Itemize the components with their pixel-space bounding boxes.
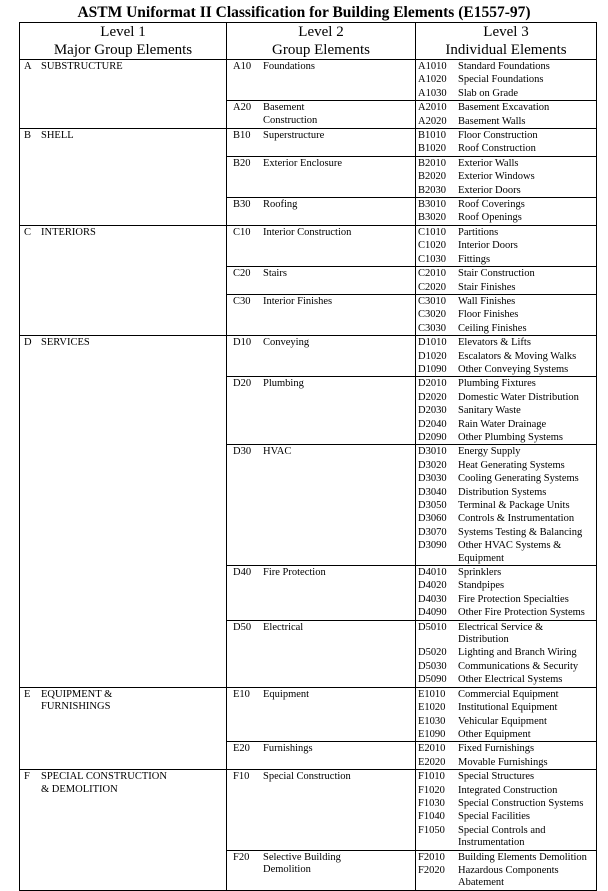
individual-element-code: B1020 [418,143,447,155]
header-level-2-title: Level 2 [298,24,344,40]
group-element-cell [227,742,416,770]
individual-element-name: Stair Finishes [458,281,516,293]
page-title: ASTM Uniformat II Classification for Building Elements (E1557-97) [77,4,531,21]
individual-element-name: Distribution Systems [458,486,547,498]
individual-element-name: Floor Finishes [458,309,519,321]
individual-element-name: Special Controls and Instrumentation [458,824,546,849]
individual-element [416,157,596,170]
individual-elements-cell [416,225,597,266]
individual-element-name: Hazardous Components Abatement [458,864,559,889]
individual-element-name: Movable Furnishings [458,756,548,768]
table-row [20,770,597,850]
individual-element [416,308,596,321]
individual-element-name: Basement Excavation [458,102,550,114]
individual-element [416,445,596,458]
group-element-cell [227,377,416,445]
individual-element-code: E2010 [418,743,446,755]
major-group-name: SERVICES [41,337,90,349]
group-element [227,129,415,142]
individual-element-name: Elevators & Lifts [458,337,531,349]
individual-element-name: Other Fire Protection Systems [458,607,585,619]
individual-element-name: Basement Walls [458,115,526,127]
individual-element [416,431,596,444]
individual-element-name: Ceiling Finishes [458,322,527,334]
individual-element [416,606,596,619]
individual-element-code: D5020 [418,647,447,659]
group-element-cell [227,445,416,566]
group-element-code: F20 [233,851,250,863]
group-element-name: Fire Protection [263,567,326,579]
group-element-cell [227,198,416,226]
individual-element [416,756,596,769]
group-element [227,157,415,170]
individual-element [416,198,596,211]
individual-element-code: D4020 [418,580,447,592]
individual-element [416,742,596,755]
individual-element-code: B1010 [418,130,447,142]
individual-element [416,851,596,864]
individual-element [416,646,596,659]
group-element-cell [227,129,416,157]
group-element [227,377,415,390]
major-group [20,336,226,349]
individual-element [416,60,596,73]
individual-element-code: D4090 [418,607,447,619]
individual-element [416,404,596,417]
individual-element [416,267,596,280]
individual-element-code: A2010 [418,102,447,114]
individual-element-name: Exterior Walls [458,157,519,169]
group-element-cell [227,336,416,377]
individual-element-code: D3060 [418,513,447,525]
group-element-name: Electrical [263,621,304,633]
group-element-name: Special Construction [263,771,351,783]
individual-element-name: Roof Construction [458,143,536,155]
header-level-2-subtitle: Group Elements [272,42,370,58]
individual-element-code: D2030 [418,405,447,417]
header-row [20,23,597,60]
group-element-cell [227,850,416,890]
group-element-code: C20 [233,268,251,280]
group-element [227,621,415,634]
major-group-code: F [24,771,30,783]
header-level-1 [20,23,227,60]
individual-element-code: D3050 [418,500,447,511]
individual-element-name: Special Foundations [458,74,544,86]
individual-element-name: Roof Openings [458,212,522,224]
group-element-code: D20 [233,378,252,390]
individual-elements-cell [416,770,597,850]
group-element-name: Conveying [263,337,310,349]
individual-element-code: F1020 [418,784,445,796]
individual-element-name: Commercial Equipment [458,688,559,700]
group-element-cell [227,225,416,266]
group-element-name: Roofing [263,199,298,211]
individual-element-name: Terminal & Package Units [458,500,570,511]
individual-element-name: Other Plumbing Systems [458,431,564,443]
group-element-code: B20 [233,157,251,169]
individual-element-code: D3020 [418,459,447,471]
individual-element [416,579,596,592]
individual-element-code: C2020 [418,281,447,293]
individual-element [416,784,596,797]
individual-element-name: Floor Construction [458,130,538,142]
individual-element-code: D1020 [418,350,447,362]
individual-elements-cell [416,566,597,621]
group-element-name: Basement Construction [263,102,318,126]
major-group-name: SPECIAL CONSTRUCTION & DEMOLITION [41,771,167,795]
individual-element-code: D3040 [418,486,447,498]
individual-element-name: Other HVAC Systems & Equipment [458,540,562,564]
individual-element-code: E1020 [418,702,446,714]
individual-element-name: Standard Foundations [458,61,550,72]
individual-element-code: B3020 [418,212,447,224]
individual-element [416,142,596,155]
group-element-name: Stairs [263,268,287,280]
major-group-cell [20,129,227,226]
individual-element [416,226,596,239]
group-element [227,770,415,783]
group-element-code: C30 [233,295,251,307]
individual-element-code: D4010 [418,567,447,579]
individual-element-name: Systems Testing & Balancing [458,526,583,538]
individual-element-code: F1030 [418,797,445,809]
major-group-code: C [24,226,32,238]
individual-element-name: Sanitary Waste [458,405,521,417]
individual-element [416,459,596,472]
individual-element [416,797,596,810]
individual-element [416,499,596,512]
individual-element [416,295,596,308]
individual-elements-cell [416,156,597,197]
table-body [20,60,597,891]
group-element-cell [227,60,416,101]
table-row [20,225,597,266]
table-row [20,336,597,377]
group-element [227,566,415,579]
individual-element-name: Institutional Equipment [458,702,558,714]
group-element-name: Superstructure [263,130,325,142]
individual-element-code: B3010 [418,199,447,211]
individual-element [416,129,596,142]
individual-element-code: C3010 [418,295,447,307]
individual-element-name: Controls & Instrumentation [458,513,575,525]
individual-element-code: D5010 [418,621,447,633]
group-element-code: B10 [233,130,251,142]
individual-elements-cell [416,687,597,742]
header-level-1-title: Level 1 [100,24,146,40]
individual-elements-cell [416,60,597,101]
group-element-name: Equipment [263,688,310,700]
group-element-cell [227,770,416,850]
individual-element-name: Other Equipment [458,728,531,740]
individual-element [416,170,596,183]
individual-element-name: Stair Construction [458,268,535,280]
individual-element-code: A1030 [418,87,447,99]
individual-element-code: F1040 [418,811,445,823]
group-element [227,60,415,73]
group-element-code: D40 [233,567,252,579]
individual-elements-cell [416,742,597,770]
individual-element-name: Sprinklers [458,567,502,579]
group-element-name: Plumbing [263,378,304,390]
individual-elements-cell [416,198,597,226]
individual-element-code: C1020 [418,240,447,252]
individual-element [416,115,596,128]
group-element [227,851,415,877]
individual-element-name: Special Structures [458,771,535,783]
group-element-code: C10 [233,226,251,238]
individual-element-code: D1090 [418,363,447,375]
individual-element-code: A2020 [418,115,447,127]
major-group-cell [20,687,227,769]
individual-element [416,472,596,485]
header-level-3-title: Level 3 [483,24,529,40]
individual-element-code: D5090 [418,674,447,686]
header-level-2 [227,23,416,60]
individual-element [416,281,596,294]
major-group-name: EQUIPMENT & FURNISHINGS [41,688,113,713]
group-element [227,688,415,701]
individual-element [416,239,596,252]
individual-element-code: F2010 [418,851,445,863]
major-group-name: SUBSTRUCTURE [41,61,123,72]
individual-elements-cell [416,850,597,890]
individual-elements-cell [416,377,597,445]
individual-element [416,87,596,100]
group-element-cell [227,620,416,687]
individual-element [416,715,596,728]
individual-element-code: C1030 [418,253,447,265]
group-element-cell [227,267,416,295]
group-element-code: D50 [233,621,252,633]
major-group-cell [20,336,227,688]
individual-element-name: Interior Doors [458,240,518,252]
individual-element-code: D3010 [418,446,447,458]
individual-element [416,728,596,741]
individual-element-code: D3030 [418,473,447,485]
group-element-name: Foundations [263,61,315,72]
individual-element-name: Standpipes [458,580,505,592]
individual-elements-cell [416,267,597,295]
group-element [227,445,415,458]
individual-element [416,253,596,266]
individual-element-code: E1090 [418,728,446,740]
individual-element-name: Vehicular Equipment [458,715,547,727]
major-group-name: SHELL [41,130,74,142]
individual-element-name: Roof Coverings [458,199,525,211]
individual-element-name: Lighting and Branch Wiring [458,647,577,659]
major-group [20,60,226,73]
group-element-name: Interior Construction [263,226,352,238]
individual-element-code: F1010 [418,771,445,783]
individual-element [416,621,596,647]
major-group [20,770,226,796]
group-element [227,226,415,239]
major-group-code: A [24,61,32,72]
individual-element-name: Rain Water Drainage [458,418,547,430]
group-element-code: E10 [233,688,250,700]
individual-elements-cell [416,129,597,157]
major-group-cell [20,770,227,891]
group-element-code: A20 [233,102,252,114]
individual-element-code: C1010 [418,226,447,238]
individual-element-name: Building Elements Demolition [458,851,587,863]
individual-element [416,688,596,701]
individual-element-name: Special Construction Systems [458,797,584,809]
group-element-code: B30 [233,199,251,211]
individual-element [416,350,596,363]
individual-element-code: D2010 [418,378,447,390]
major-group-cell [20,225,227,335]
group-element-cell [227,294,416,335]
individual-element-code: D5030 [418,660,447,672]
individual-element [416,184,596,197]
individual-elements-cell [416,101,597,129]
major-group-code: D [24,337,32,349]
individual-element-name: Escalators & Moving Walks [458,350,577,362]
individual-element-code: D4030 [418,593,447,605]
individual-element [416,864,596,890]
individual-element-code: D1010 [418,337,447,349]
group-element-code: F10 [233,771,250,783]
group-element-name: Exterior Enclosure [263,157,343,169]
individual-element [416,336,596,349]
individual-element-name: Energy Supply [458,446,521,458]
individual-element-code: B2010 [418,157,447,169]
individual-element [416,377,596,390]
header-level-3-subtitle: Individual Elements [445,42,567,58]
group-element-code: D30 [233,446,252,458]
individual-element [416,363,596,376]
individual-element-name: Slab on Grade [458,87,519,99]
individual-element-name: Exterior Doors [458,184,521,196]
major-group-code: B [24,130,32,142]
individual-element-name: Fittings [458,253,491,265]
individual-element [416,101,596,114]
individual-element [416,660,596,673]
individual-element [416,73,596,86]
group-element-code: A10 [233,61,252,72]
individual-element-code: C2010 [418,268,447,280]
individual-element-code: C3030 [418,322,447,334]
group-element-cell [227,101,416,129]
individual-element-code: D3090 [418,540,447,552]
individual-element [416,211,596,224]
individual-element-name: Other Conveying Systems [458,363,569,375]
group-element [227,267,415,280]
individual-element [416,701,596,714]
group-element-name: HVAC [263,446,292,458]
group-element-cell [227,156,416,197]
major-group [20,129,226,142]
individual-element-code: F1050 [418,824,445,836]
group-element-cell [227,566,416,621]
individual-elements-cell [416,336,597,377]
individual-element [416,418,596,431]
group-element-code: E20 [233,743,250,755]
individual-element-name: Wall Finishes [458,295,516,307]
group-element [227,198,415,211]
major-group [20,226,226,239]
individual-element-name: Heat Generating Systems [458,459,565,471]
individual-element-code: E2020 [418,756,446,768]
group-element-name: Interior Finishes [263,295,333,307]
individual-element [416,526,596,539]
group-element [227,336,415,349]
individual-element-name: Plumbing Fixtures [458,378,536,390]
individual-elements-cell [416,294,597,335]
individual-element-name: Communications & Security [458,660,579,672]
individual-elements-cell [416,620,597,687]
individual-element-name: Partitions [458,226,499,238]
header-level-3 [416,23,597,60]
individual-element [416,770,596,783]
group-element-cell [227,687,416,742]
major-group-code: E [24,688,31,700]
table-row [20,60,597,101]
individual-element [416,566,596,579]
individual-element-code: B2030 [418,184,447,196]
individual-element-name: Special Facilities [458,811,531,823]
individual-element-code: D2040 [418,418,447,430]
individual-element [416,486,596,499]
individual-elements-cell [416,445,597,566]
group-element [227,295,415,308]
classification-table [19,22,597,891]
individual-element-code: D2020 [418,391,447,403]
individual-element-code: D3070 [418,526,447,538]
individual-element-code: F2020 [418,864,445,876]
major-group-cell [20,60,227,129]
header-level-1-subtitle: Major Group Elements [53,42,193,58]
individual-element [416,391,596,404]
individual-element-name: Electrical Service & Distribution [458,621,544,646]
individual-element-code: A1020 [418,74,447,86]
individual-element [416,512,596,525]
individual-element-code: E1030 [418,715,446,727]
individual-element-name: Domestic Water Distribution [458,391,579,403]
individual-element-name: Exterior Windows [458,171,535,183]
individual-element-name: Integrated Construction [458,784,558,796]
individual-element [416,673,596,686]
individual-element-name: Fire Protection Specialties [458,593,569,605]
group-element-code: D10 [233,337,252,349]
individual-element [416,322,596,335]
individual-element [416,593,596,606]
table-row [20,129,597,157]
individual-element-code: E1010 [418,688,446,700]
individual-element-code: B2020 [418,171,447,183]
individual-element-name: Fixed Furnishings [458,743,535,755]
group-element-name: Furnishings [263,743,313,755]
table-row [20,687,597,742]
major-group-name: INTERIORS [41,226,96,238]
group-element [227,101,415,127]
individual-element-code: A1010 [418,61,447,72]
individual-element-code: C3020 [418,309,447,321]
major-group [20,688,226,714]
individual-element-code: D2090 [418,431,447,443]
individual-element-name: Other Electrical Systems [458,674,563,686]
individual-element-name: Cooling Generating Systems [458,473,579,485]
individual-element [416,810,596,823]
group-element [227,742,415,755]
individual-element [416,539,596,565]
group-element-name: Selective Building Demolition [263,851,341,875]
